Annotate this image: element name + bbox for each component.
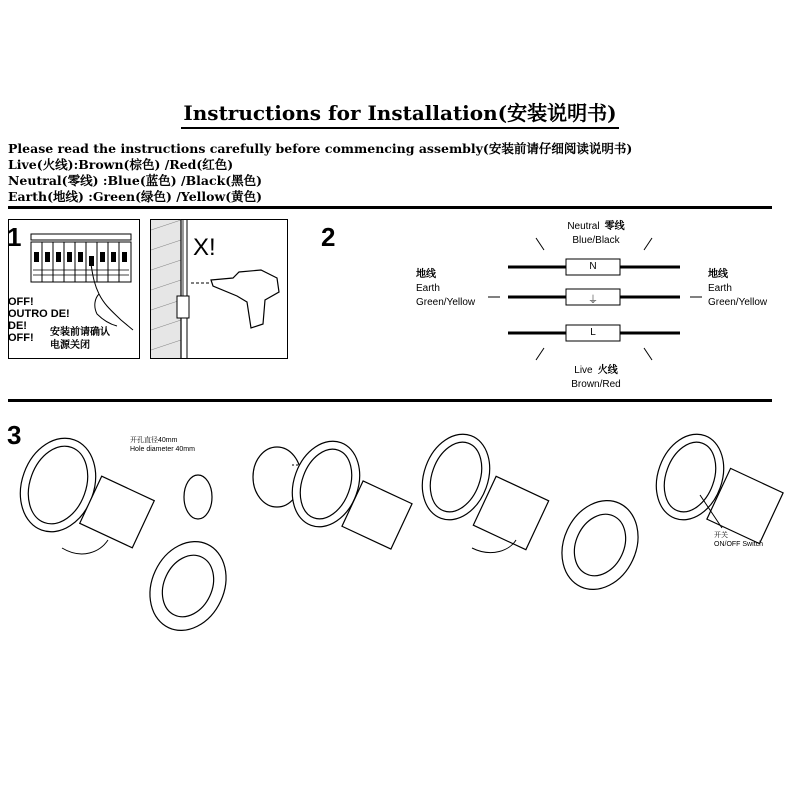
terminal-earth: ⏚ — [588, 295, 598, 306]
switch-en: ON/OFF Switch — [714, 541, 764, 548]
earth-en: Earth — [708, 283, 732, 294]
intro-line-read: Please read the instructions carefully before commencing assembly(安装前请仔细阅读说明书) — [8, 141, 633, 156]
earth-colors: Green/Yellow — [708, 297, 768, 308]
off-line: OUTRO DE! — [8, 308, 70, 320]
intro-line-live: Live(火线):Brown(棕色) /Red(红色) — [8, 157, 234, 172]
hole-diameter-en: Hole diameter 40mm — [130, 446, 195, 453]
neutral-en: Neutral — [567, 221, 600, 232]
intro-line-neutral: Neutral(零线) :Blue(蓝色) /Black(黑色) — [8, 173, 263, 188]
switch-note — [714, 531, 763, 549]
off-line: OFF! — [8, 296, 34, 308]
terminal-l: L — [590, 327, 596, 338]
terminal-n: N — [589, 261, 597, 272]
neutral-cn: 零线 — [604, 221, 625, 232]
live-colors: Brown/Red — [571, 379, 621, 390]
off-line: OFF! — [8, 332, 34, 344]
neutral-colors: Blue/Black — [572, 235, 620, 246]
intro-line-earth: Earth(地线) :Green(绿色) /Yellow(黄色) — [8, 189, 263, 204]
earth-cn: 地线 — [708, 269, 728, 280]
step2-number: 2 — [321, 222, 336, 252]
off-line: DE! — [8, 320, 27, 332]
earth-en: Earth — [416, 283, 440, 294]
power-off-note-line1: 安装前请确认 — [50, 327, 110, 338]
hole-diameter-note — [130, 436, 195, 454]
step3-number: 3 — [7, 420, 22, 450]
live-cn: 火线 — [597, 365, 618, 376]
live-en: Live — [574, 365, 593, 376]
switch-cn: 开关 — [714, 532, 728, 539]
step1-number: 1 — [7, 222, 22, 252]
power-off-note-line2: 电源关闭 — [50, 340, 90, 351]
hole-diameter-cn: 开孔直径40mm — [130, 437, 178, 444]
earth-colors: Green/Yellow — [416, 297, 476, 308]
earth-cn: 地线 — [416, 269, 436, 280]
no-drill-mark: X! — [193, 234, 216, 261]
title-text: Instructions for Installation(安装说明书) — [181, 101, 618, 129]
